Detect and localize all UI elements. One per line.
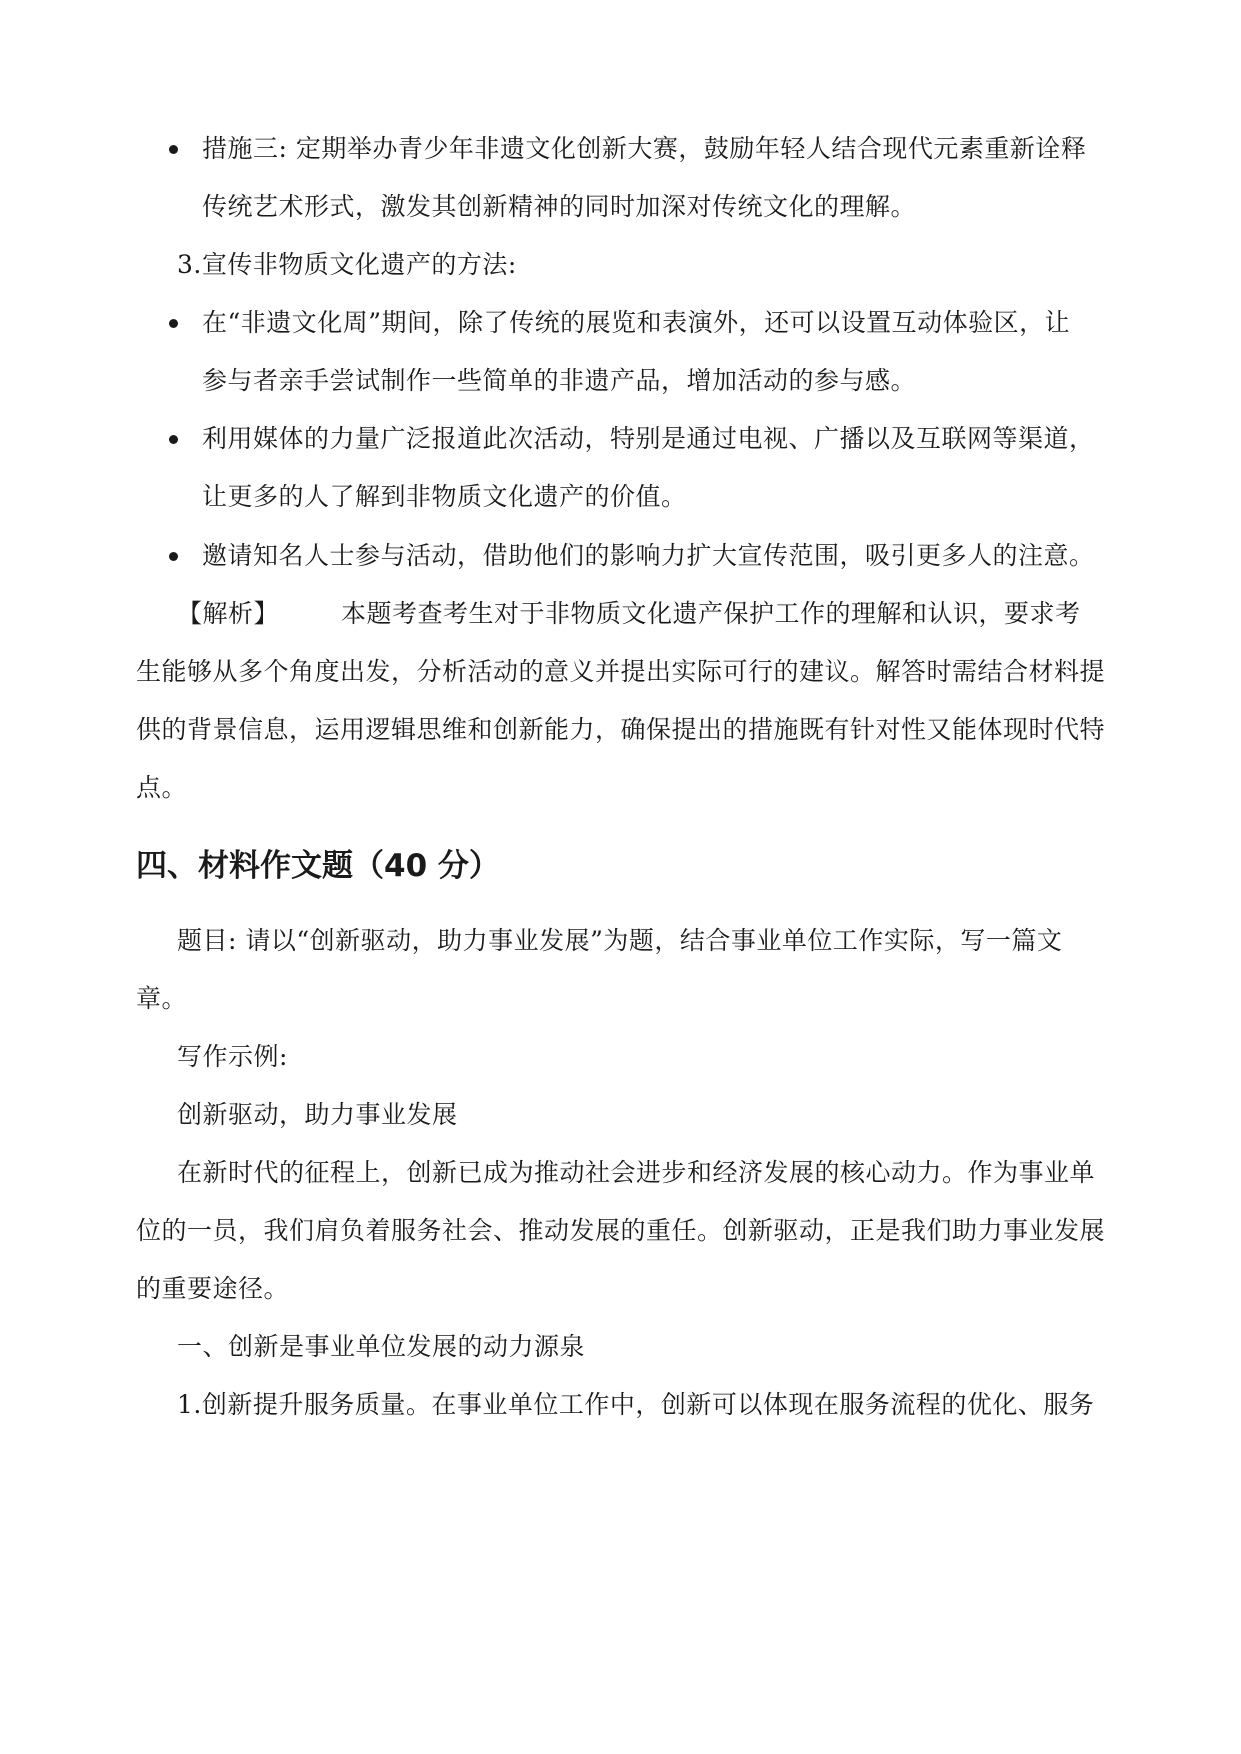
analysis-line2: 生能够从多个角度出发，分析活动的意义并提出实际可行的建议。解答时需结合材料提 <box>136 657 1106 686</box>
prompt-line2: 章。 <box>136 984 188 1013</box>
method-item-2-line1: 利用媒体的力量广泛报道此次活动，特别是通过电视、广播以及互联网等渠道， <box>202 424 1095 453</box>
measure3-line2: 传统艺术形式，激发其创新精神的同时加深对传统文化的理解。 <box>202 192 917 221</box>
method-item-2-line2: 让更多的人了解到非物质文化遗产的价值。 <box>202 482 687 511</box>
measure3-line1: 措施三: 定期举办青少年非遗文化创新大赛，鼓励年轻人结合现代元素重新诠释 <box>202 134 1087 163</box>
bullet-dot <box>169 145 178 154</box>
bullet-dot <box>169 319 178 328</box>
prompt-line1: 题目: 请以“创新驱动，助力事业发展”为题，结合事业单位工作实际，写一篇文 <box>177 926 1063 955</box>
bullet-dot <box>169 435 178 444</box>
para1-line3: 的重要途径。 <box>136 1274 290 1303</box>
section3-title: 3.宣传非物质文化遗产的方法: <box>177 250 517 279</box>
subheading-1: 一、创新是事业单位发展的动力源泉 <box>177 1332 586 1361</box>
analysis-line1 <box>177 598 1081 630</box>
para1-line1: 在新时代的征程上，创新已成为推动社会进步和经济发展的核心动力。作为事业单 <box>177 1158 1096 1187</box>
para1-line2: 位的一员，我们肩负着服务社会、推动发展的重任。创新驱动，正是我们助力事业发展 <box>136 1216 1106 1245</box>
essay-title: 创新驱动，助力事业发展 <box>177 1100 458 1129</box>
example-label: 写作示例: <box>177 1042 288 1071</box>
bullet-dot <box>169 552 178 561</box>
analysis-tag: 【解析】 <box>177 599 280 628</box>
method-item-3-line1: 邀请知名人士参与活动，借助他们的影响力扩大宣传范围，吸引更多人的注意。 <box>202 541 1095 570</box>
method-item-1-line2: 参与者亲手尝试制作一些简单的非遗产品，增加活动的参与感。 <box>202 366 917 395</box>
analysis-line3: 供的背景信息，运用逻辑思维和创新能力，确保提出的措施既有针对性又能体现时代特 <box>136 715 1106 744</box>
section4-heading: 四、材料作文题（40 分） <box>136 848 500 884</box>
method-item-1-line1: 在“非遗文化周”期间，除了传统的展览和表演外，还可以设置互动体验区，让 <box>202 308 1071 337</box>
analysis-text: 本题考查考生对于非物质文化遗产保护工作的理解和认识，要求考 <box>341 599 1081 628</box>
analysis-line4: 点。 <box>136 773 188 802</box>
point-1: 1.创新提升服务质量。在事业单位工作中，创新可以体现在服务流程的优化、服务 <box>177 1390 1095 1419</box>
